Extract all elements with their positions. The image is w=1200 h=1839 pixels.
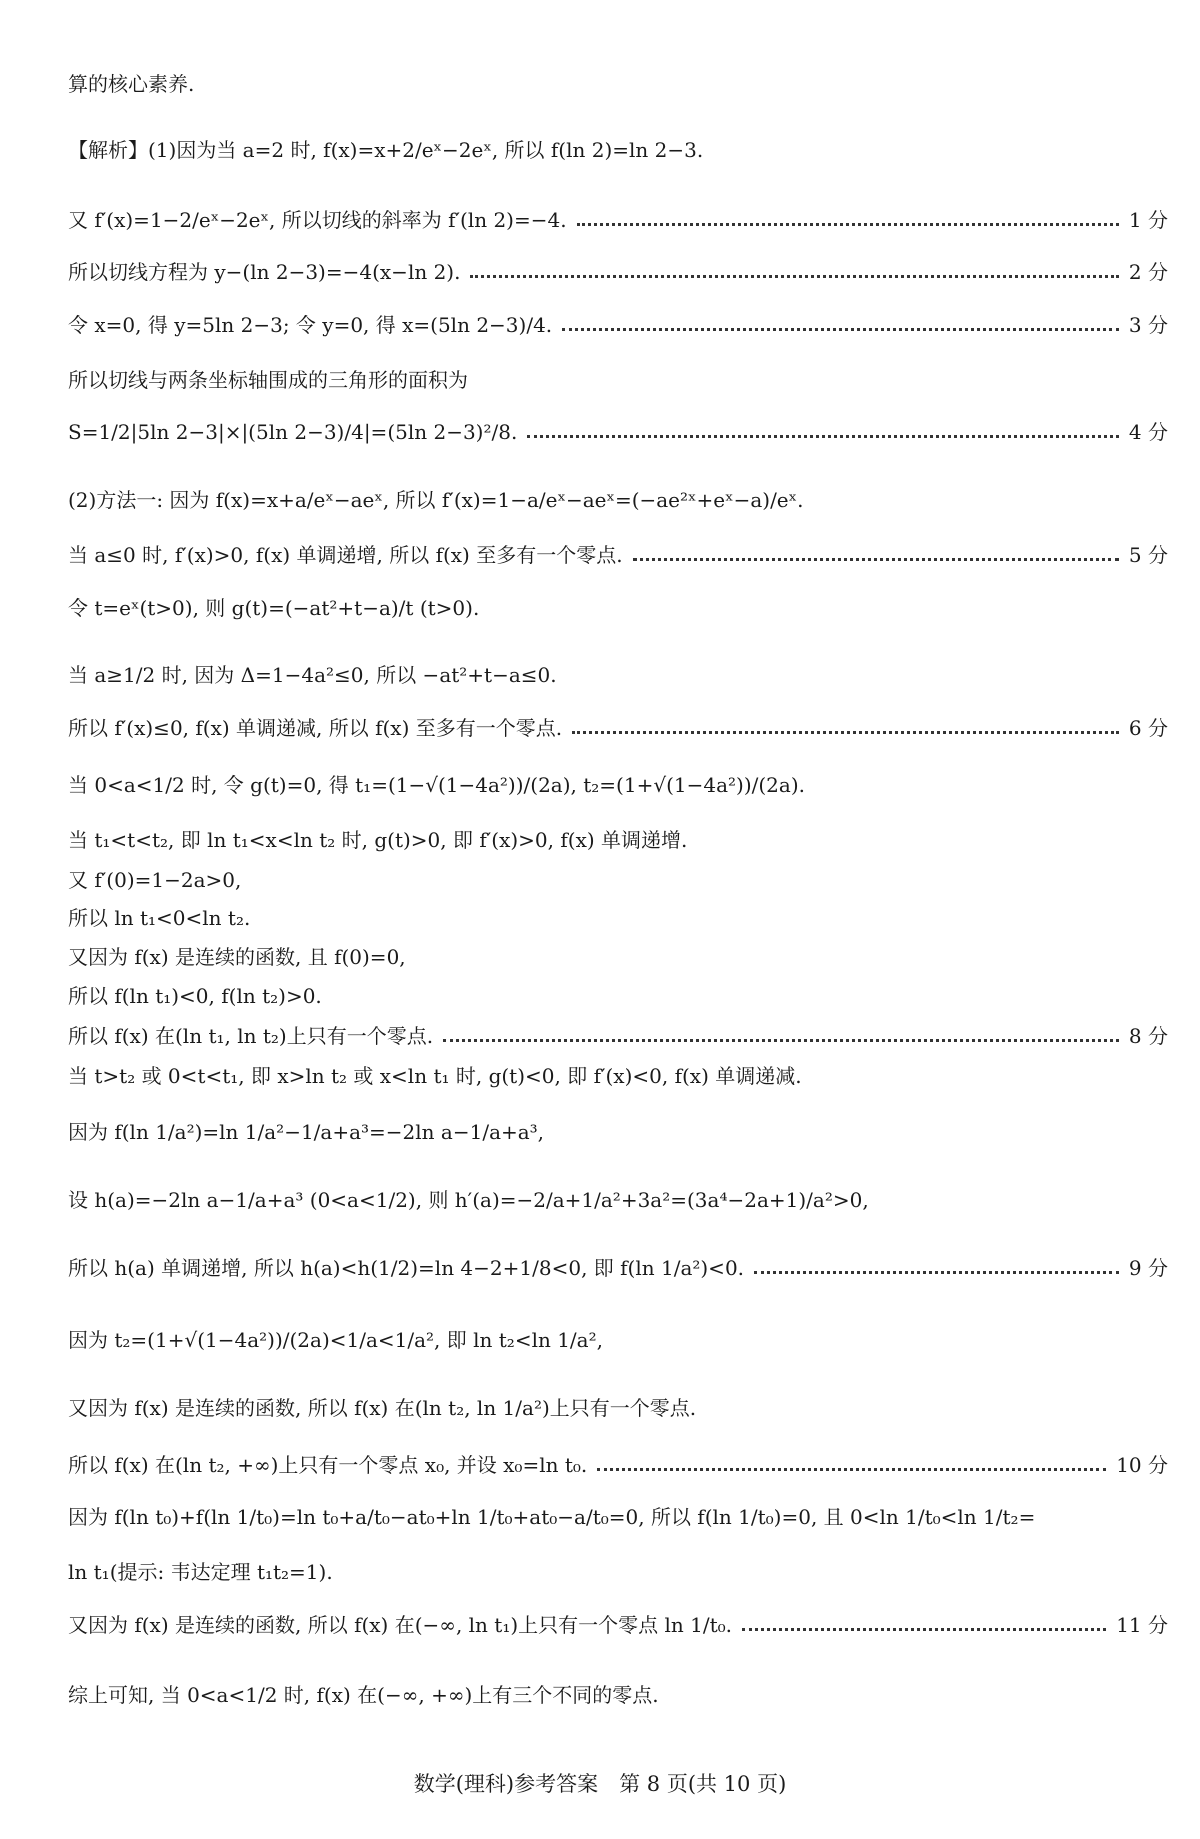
dotted-leader	[754, 1271, 1119, 1274]
solution-line-text: 算的核心素养.	[68, 72, 195, 96]
solution-line	[68, 1398, 1168, 1418]
solution-line	[68, 1507, 1168, 1527]
solution-line-text: 又 f′(0)=1−2a>0,	[68, 868, 242, 892]
solution-line	[68, 1066, 1168, 1086]
dotted-leader	[527, 435, 1119, 438]
solution-line	[68, 986, 1168, 1006]
dotted-leader	[572, 731, 1119, 734]
solution-line	[68, 1615, 1168, 1635]
solution-line-text: 因为 f(ln 1/a²)=ln 1/a²−1/a+a³=−2ln a−1/a+a³,	[68, 1120, 545, 1144]
solution-line	[68, 545, 1168, 565]
solution-line	[68, 422, 1168, 442]
solution-line	[68, 262, 1168, 282]
dotted-leader	[742, 1628, 1106, 1631]
solution-line	[68, 1026, 1168, 1046]
score-mark: 8 分	[1128, 1024, 1168, 1048]
solution-line-text: 当 t>t₂ 或 0<t<t₁, 即 x>ln t₂ 或 x<ln t₁ 时, g(t)<0, 即 f′(x)<0, f(x) 单调递减.	[68, 1064, 802, 1088]
solution-line-text: ln t₁(提示: 韦达定理 t₁t₂=1).	[68, 1560, 333, 1584]
solution-line-text: 又因为 f(x) 是连续的函数, 且 f(0)=0,	[68, 945, 406, 969]
solution-line	[68, 775, 1168, 795]
score-mark: 6 分	[1128, 716, 1168, 740]
solution-line-text: 所以切线方程为 y−(ln 2−3)=−4(x−ln 2).	[68, 260, 461, 284]
solution-line-text: 当 a≥1/2 时, 因为 Δ=1−4a²≤0, 所以 −at²+t−a≤0.	[68, 663, 557, 687]
solution-line-text: 所以 f(ln t₁)<0, f(ln t₂)>0.	[68, 984, 322, 1008]
score-mark: 10 分	[1116, 1453, 1168, 1477]
dotted-leader	[443, 1039, 1119, 1042]
solution-line-text: 设 h(a)=−2ln a−1/a+a³ (0<a<1/2), 则 h′(a)=−2/a+1/a²+3a²=(3a⁴−2a+1)/a²>0,	[68, 1188, 869, 1212]
page-footer: 数学(理科)参考答案 第 8 页(共 10 页)	[413, 1772, 787, 1796]
solution-line-text: 综上可知, 当 0<a<1/2 时, f(x) 在(−∞, +∞)上有三个不同的零点.	[68, 1683, 659, 1707]
solution-line	[68, 1455, 1168, 1475]
solution-line-text: 所以 f(x) 在(ln t₂, +∞)上只有一个零点 x₀, 并设 x₀=ln t₀.	[68, 1453, 588, 1477]
solution-line	[68, 1562, 1168, 1582]
solution-line	[68, 315, 1168, 335]
score-mark: 3 分	[1128, 313, 1168, 337]
solution-line	[68, 74, 1168, 94]
score-mark: 4 分	[1128, 420, 1168, 444]
solution-line	[68, 1122, 1168, 1142]
solution-line-text: 令 t=eˣ(t>0), 则 g(t)=(−at²+t−a)/t (t>0).	[68, 596, 480, 620]
solution-line-text: 又 f′(x)=1−2/eˣ−2eˣ, 所以切线的斜率为 f′(ln 2)=−4.	[68, 208, 567, 232]
solution-line	[68, 210, 1168, 230]
score-mark: 5 分	[1128, 543, 1168, 567]
solution-line	[68, 870, 1168, 890]
solution-line-text: 所以 ln t₁<0<ln t₂.	[68, 906, 251, 930]
solution-line	[68, 665, 1168, 685]
solution-line-text: 所以 f′(x)≤0, f(x) 单调递减, 所以 f(x) 至多有一个零点.	[68, 716, 563, 740]
solution-line-text: 又因为 f(x) 是连续的函数, 所以 f(x) 在(−∞, ln t₁)上只有一个零点 ln 1/t₀.	[68, 1613, 733, 1637]
solution-line	[68, 1685, 1168, 1705]
solution-line-text: 所以 h(a) 单调递增, 所以 h(a)<h(1/2)=ln 4−2+1/8<0, 即 f(ln 1/a²)<0.	[68, 1256, 745, 1280]
solution-line	[68, 908, 1168, 928]
solution-line	[68, 1190, 1168, 1210]
solution-line	[68, 947, 1168, 967]
solution-line-text: S=1/2|5ln 2−3|×|(5ln 2−3)/4|=(5ln 2−3)²/8.	[68, 420, 518, 444]
solution-line-text: 因为 t₂=(1+√(1−4a²))/(2a)<1/a<1/a², 即 ln t₂<ln 1/a²,	[68, 1328, 603, 1352]
solution-line-text: 令 x=0, 得 y=5ln 2−3; 令 y=0, 得 x=(5ln 2−3)/4.	[68, 313, 553, 337]
solution-line-text: (2)方法一: 因为 f(x)=x+a/eˣ−aeˣ, 所以 f′(x)=1−a/eˣ−aeˣ=(−ae²ˣ+eˣ−a)/eˣ.	[68, 488, 804, 512]
dotted-leader	[470, 275, 1118, 278]
dotted-leader	[597, 1468, 1106, 1471]
score-mark: 1 分	[1128, 208, 1168, 232]
dotted-leader	[633, 558, 1119, 561]
solution-line-text: 所以 f(x) 在(ln t₁, ln t₂)上只有一个零点.	[68, 1024, 434, 1048]
score-mark: 2 分	[1128, 260, 1168, 284]
solution-line	[68, 1258, 1168, 1278]
solution-line-text: 又因为 f(x) 是连续的函数, 所以 f(x) 在(ln t₂, ln 1/a²)上只有一个零点.	[68, 1396, 697, 1420]
solution-line	[68, 718, 1168, 738]
solution-line	[68, 830, 1168, 850]
solution-line-text: 因为 f(ln t₀)+f(ln 1/t₀)=ln t₀+a/t₀−at₀+ln 1/t₀+at₀−a/t₀=0, 所以 f(ln 1/t₀)=0, 且 0<ln 1/t₀<ln 1/t₂=	[68, 1505, 1036, 1529]
solution-line	[68, 490, 1168, 510]
solution-line	[68, 370, 1168, 390]
dotted-leader	[562, 328, 1119, 331]
score-mark: 11 分	[1116, 1613, 1168, 1637]
dotted-leader	[577, 223, 1119, 226]
solution-line	[68, 598, 1168, 618]
solution-line-text: 所以切线与两条坐标轴围成的三角形的面积为	[68, 368, 468, 392]
score-mark: 9 分	[1128, 1256, 1168, 1280]
solution-line-text: 当 a≤0 时, f′(x)>0, f(x) 单调递增, 所以 f(x) 至多有一个零点.	[68, 543, 623, 567]
solution-line	[68, 140, 1168, 160]
solution-line-text: 当 0<a<1/2 时, 令 g(t)=0, 得 t₁=(1−√(1−4a²))/(2a), t₂=(1+√(1−4a²))/(2a).	[68, 773, 805, 797]
solution-line-text: 当 t₁<t<t₂, 即 ln t₁<x<ln t₂ 时, g(t)>0, 即 f′(x)>0, f(x) 单调递增.	[68, 828, 688, 852]
solution-line-text: 【解析】(1)因为当 a=2 时, f(x)=x+2/eˣ−2eˣ, 所以 f(ln 2)=ln 2−3.	[68, 138, 704, 162]
solution-line	[68, 1330, 1168, 1350]
